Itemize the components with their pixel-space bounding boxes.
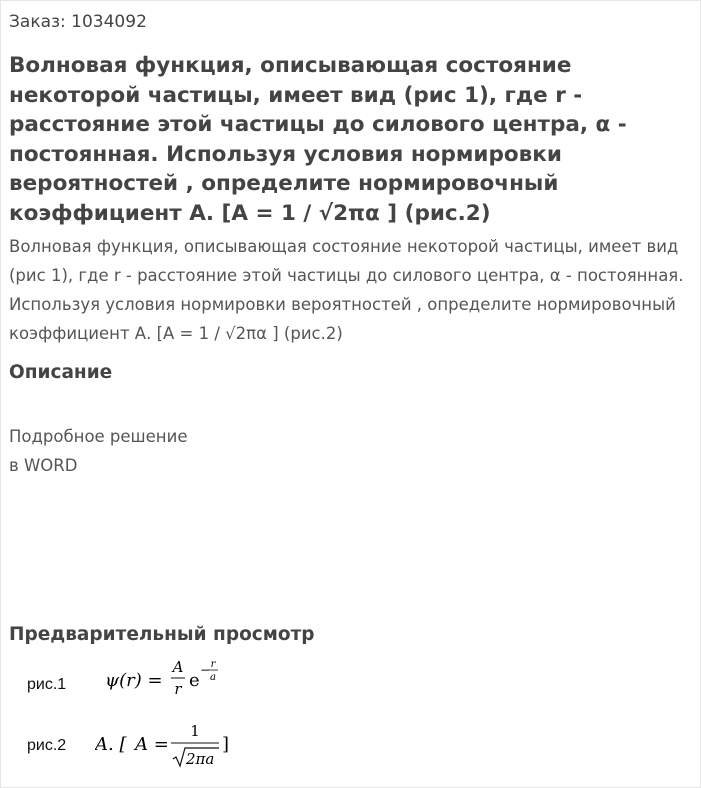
description-title: Описание [9, 362, 113, 383]
formula-1-exp-numerator: r [210, 659, 216, 670]
formula-2-suffix: ] [222, 734, 230, 755]
formula-2-numerator: 1 [190, 722, 200, 740]
formula-1-numerator: A [172, 658, 184, 676]
description-line: Подробное решение [9, 427, 188, 446]
description-line: в WORD [9, 456, 78, 475]
figure-2-label: рис.2 [27, 737, 67, 754]
formula-2-lhs: A = [135, 734, 169, 755]
figure-1-label: рис.1 [27, 676, 67, 693]
formula-1-denominator: r [174, 680, 182, 698]
preview-title: Предварительный просмотр [9, 624, 315, 645]
order-number: Заказ: 1034092 [9, 12, 147, 32]
formula-1-lhs: ψ(r) = [105, 670, 163, 691]
formula-2-radicand: 2πa [186, 750, 215, 768]
task-text: Волновая функция, описывающая состояние некоторой частицы, имеет вид (рис 1), где r - расстояние этой частицы до силового центра, α - постоянная. Используя условия нормировки вероятностей , определите нормировочный коэффициент А. [A = 1 / √2πα ] (рис.2) [9, 237, 684, 343]
formula-1 [105, 657, 235, 701]
formula-2-prefix: A. [ [95, 734, 127, 755]
formula-1-exp-denominator: a [210, 672, 216, 683]
formula-2 [95, 719, 245, 771]
task-heading: Волновая функция, описывающая состояние некоторой частицы, имеет вид (рис 1), где r - расстояние этой частицы до силового центра, α - постоянная. Используя условия нормировки вероятностей , определите нормировочный коэффициент А. [A = 1 / √2πα ] (рис.2) [9, 53, 627, 226]
formula-1-base: e [189, 670, 200, 691]
formula-1-exp-sign: − [200, 663, 211, 677]
